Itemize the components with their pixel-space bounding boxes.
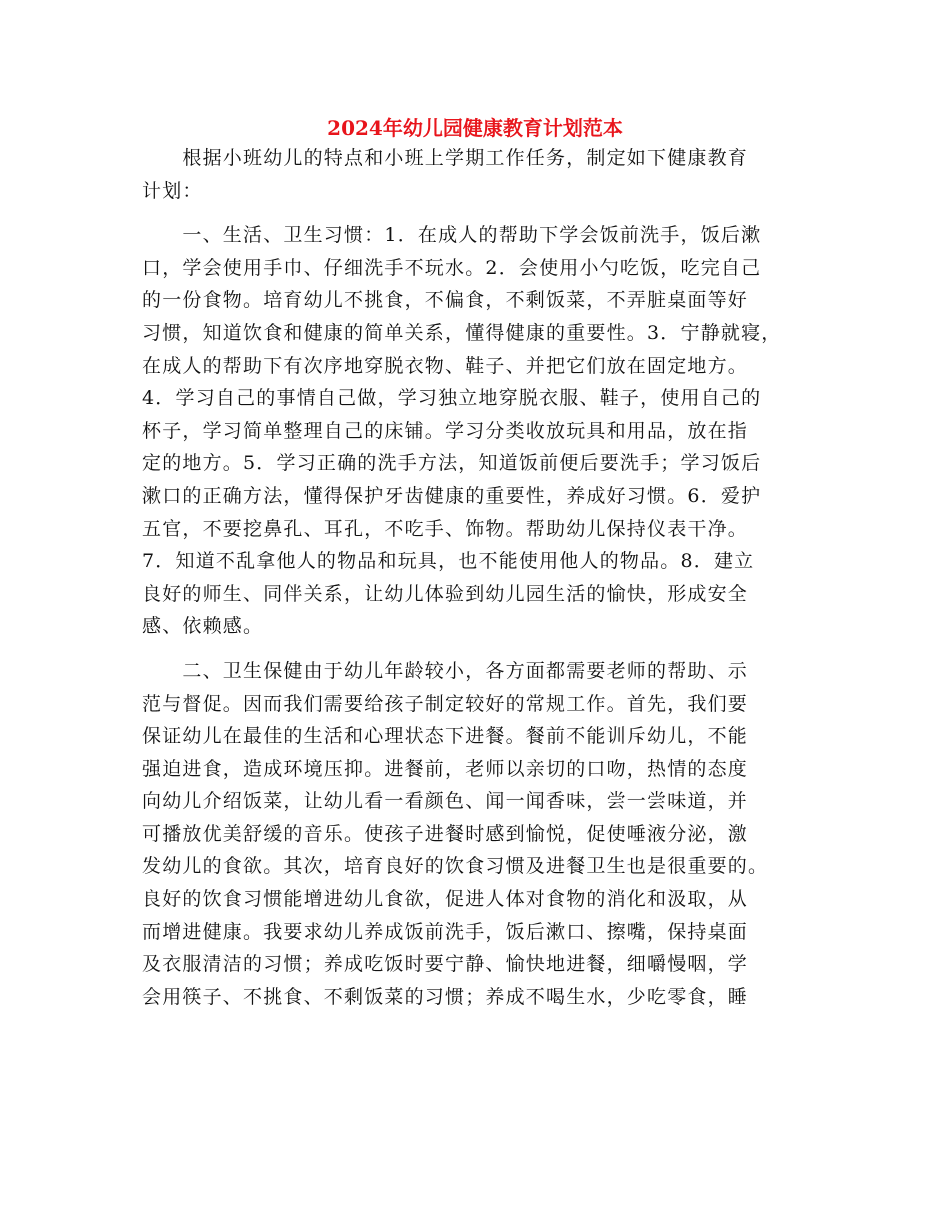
text-line: 习惯，知道饮食和健康的简单关系，懂得健康的重要性。3．宁静就寝， bbox=[142, 321, 782, 344]
text-line: 感、依赖感。 bbox=[142, 615, 264, 638]
text-line: 一、生活、卫生习惯：1．在成人的帮助下学会饭前洗手，饭后漱 bbox=[142, 224, 762, 247]
text-line: 漱口的正确方法，懂得保护牙齿健康的重要性，养成好习惯。6．爱护 bbox=[142, 484, 762, 507]
text-line: 4．学习自己的事情自己做，学习独立地穿脱衣服、鞋子，使用自己的 bbox=[142, 387, 762, 410]
paragraph-gap bbox=[142, 643, 822, 655]
text-line: 在成人的帮助下有次序地穿脱衣物、鞋子、并把它们放在固定地方。 bbox=[142, 354, 749, 377]
text-line: 二、卫生保健由于幼儿年龄较小，各方面都需要老师的帮助、示 bbox=[142, 659, 749, 682]
paragraph-habits bbox=[142, 219, 822, 643]
text-line: 良好的饮食习惯能增进幼儿食欲，促进人体对食物的消化和汲取，从 bbox=[142, 888, 749, 911]
paragraph-intro bbox=[142, 142, 822, 207]
text-line: 根据小班幼儿的特点和小班上学期工作任务，制定如下健康教育 bbox=[142, 147, 749, 169]
text-line: 范与督促。因而我们需要给孩子制定较好的常规工作。首先，我们要 bbox=[142, 692, 749, 715]
text-line: 五官，不要挖鼻孔、耳孔，不吃手、饰物。帮助幼儿保持仪表干净。 bbox=[142, 517, 749, 540]
text-line: 会用筷子、不挑食、不剩饭菜的习惯；养成不喝生水，少吃零食，睡 bbox=[142, 985, 749, 1008]
text-line: 杯子，学习简单整理自己的床铺。学习分类收放玩具和用品，放在指 bbox=[142, 419, 749, 442]
text-line: 7．知道不乱拿他人的物品和玩具，也不能使用他人的物品。8．建立 bbox=[142, 550, 755, 573]
text-line: 向幼儿介绍饭菜，让幼儿看一看颜色、闻一闻香味，尝一尝味道，并 bbox=[142, 790, 749, 813]
text-line: 而增进健康。我要求幼儿养成饭前洗手，饭后漱口、擦嘴，保持桌面 bbox=[142, 920, 749, 943]
text-line: 可播放优美舒缓的音乐。使孩子进餐时感到愉悦，促使唾液分泌，激 bbox=[142, 822, 749, 845]
text-line: 保证幼儿在最佳的生活和心理状态下进餐。餐前不能训斥幼儿，不能 bbox=[142, 725, 749, 748]
text-line: 良好的师生、同伴关系，让幼儿体验到幼儿园生活的愉快，形成安全 bbox=[142, 582, 749, 605]
text-line: 定的地方。5．学习正确的洗手方法，知道饭前便后要洗手；学习饭后 bbox=[142, 452, 762, 475]
document-body bbox=[142, 142, 822, 1013]
text-line: 及衣服清洁的习惯；养成吃饭时要宁静、愉快地进餐，细嚼慢咽，学 bbox=[142, 953, 749, 976]
text-line: 口，学会使用手巾、仔细洗手不玩水。2．会使用小勺吃饭，吃完自己 bbox=[142, 256, 762, 279]
text-line: 的一份食物。培育幼儿不挑食，不偏食，不剩饭菜，不弄脏桌面等好 bbox=[142, 289, 749, 312]
text-line: 计划： bbox=[142, 179, 203, 202]
text-line: 发幼儿的食欲。其次，培育良好的饮食习惯及进餐卫生也是很重要的。 bbox=[142, 855, 769, 878]
paragraph-health-care bbox=[142, 655, 822, 1014]
document-title: 2024年幼儿园健康教育计划范本 bbox=[327, 116, 623, 140]
paragraph-gap bbox=[142, 207, 822, 219]
text-line: 强迫进食，造成环境压抑。进餐前，老师以亲切的口吻，热情的态度 bbox=[142, 757, 749, 780]
